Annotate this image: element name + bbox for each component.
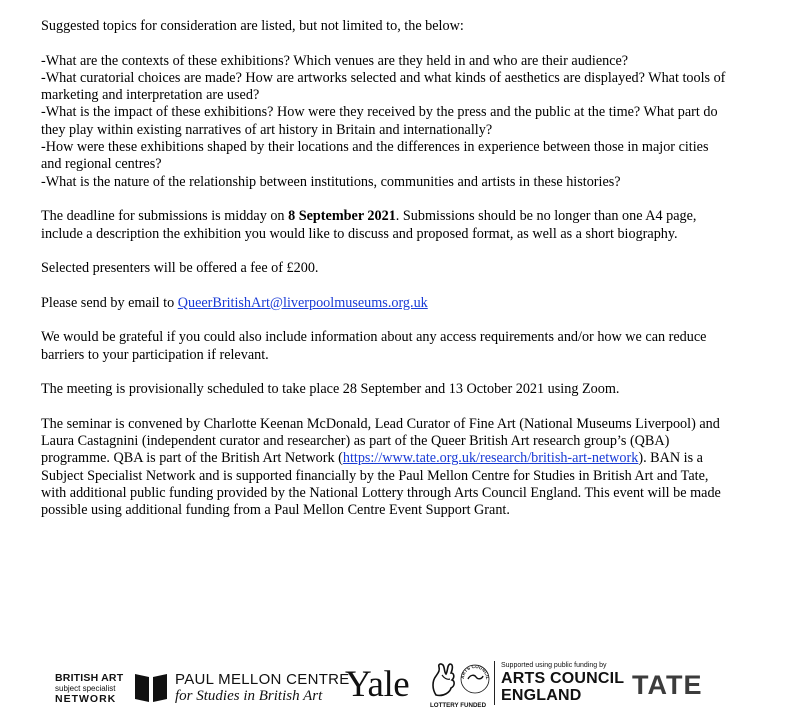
lottery-ring-text: ARTS COUNCIL [459,663,490,680]
intro-paragraph: Suggested topics for consideration are listed, but not limited to, the below: [41,18,464,34]
deadline-details: . Submissions should be no longer than one A4 page, include a description the exhibition you would like to discuss and proposed format, as well as a short biography. [41,208,697,242]
ace-line2: ENGLAND [501,687,582,704]
meeting-paragraph: The meeting is provisionally scheduled to take place 28 September and 13 October 2021 using Zoom. [41,381,620,398]
ace-supported-text: Supported using public funding by [501,662,607,669]
yale-logo: Yale [345,664,410,705]
ban-line1: BRITISH ART [55,672,124,684]
ban-website-link[interactable]: https://www.tate.org.uk/research/british-art-network [342,450,639,467]
pmc-line1: PAUL MELLON CENTRE [175,671,350,688]
british-art-network-logo [55,673,123,705]
lottery-funded-label: LOTTERY FUNDED [430,702,487,709]
document-body [41,18,731,537]
tate-wordmark: TATE [632,670,703,700]
list-item: -How were these exhibitions shaped by their locations and the differences in experience between those in major cities and regional centres? [41,139,709,173]
list-item: -What is the impact of these exhibitions? How were they received by the press and the public at the time? What part do they play within existing narratives of art history in Britain and internationally? [41,104,718,138]
access-paragraph: We would be grateful if you could also include information about any access requirements and/or how we can reduce barriers to your participation if relevant. [41,329,707,363]
pmc-line2: for Studies in British Art [175,688,323,704]
sponsor-logos [0,655,785,715]
pmc-emblem-icon [133,671,169,703]
email-link[interactable]: QueerBritishArt@liverpoolmuseums.org.uk [177,294,428,311]
lottery-funded-logo [428,659,490,711]
topics-list [41,53,731,191]
tate-logo [632,670,703,700]
seminar-paragraph [41,416,731,520]
seminar-details: ). BAN is a Subject Specialist Network and is supported financially by the Paul Mellon Centre for Studies in British Art and Tate, with additional public funding provided by the National Lottery through Arts Council England. This event will be made possible using additional funding from a Paul Mellon Centre Event Support Grant. [41,450,721,519]
ban-line2: subject specialist [55,684,116,693]
arts-council-england-logo [501,661,624,704]
list-item: -What are the contexts of these exhibitions? Which venues are they held in and who are their audience? [41,52,629,69]
list-item: -What is the nature of the relationship between institutions, communities and artists in these histories? [41,173,621,190]
email-paragraph [41,295,731,312]
deadline-paragraph [41,208,731,243]
ban-line3: NETWORK [55,693,117,705]
seminar-text: The seminar is convened by Charlotte Keenan McDonald, Lead Curator of Fine Art (National Museums Liverpool) and Laura Castagnini (independent curator and researcher) as part of the Queer British Art research group’s (QBA) programme. QBA is part of the British Art Network ( [41,415,720,467]
ace-line1: ARTS COUNCIL [501,670,625,687]
fee-paragraph: Selected presenters will be offered a fee of £200. [41,260,319,277]
crossed-fingers-icon [428,659,490,701]
email-label: Please send by email to [41,294,178,311]
list-item: -What curatorial choices are made? How are artworks selected and what kinds of aesthetics are displayed? What tools of marketing and interpretation are used? [41,69,726,104]
svg-text:ARTS COUNCIL ENGLAND [428,659,490,680]
logo-divider [494,661,495,705]
deadline-text: The deadline for submissions is midday on [41,208,289,225]
deadline-date: 8 September 2021 [288,208,396,225]
